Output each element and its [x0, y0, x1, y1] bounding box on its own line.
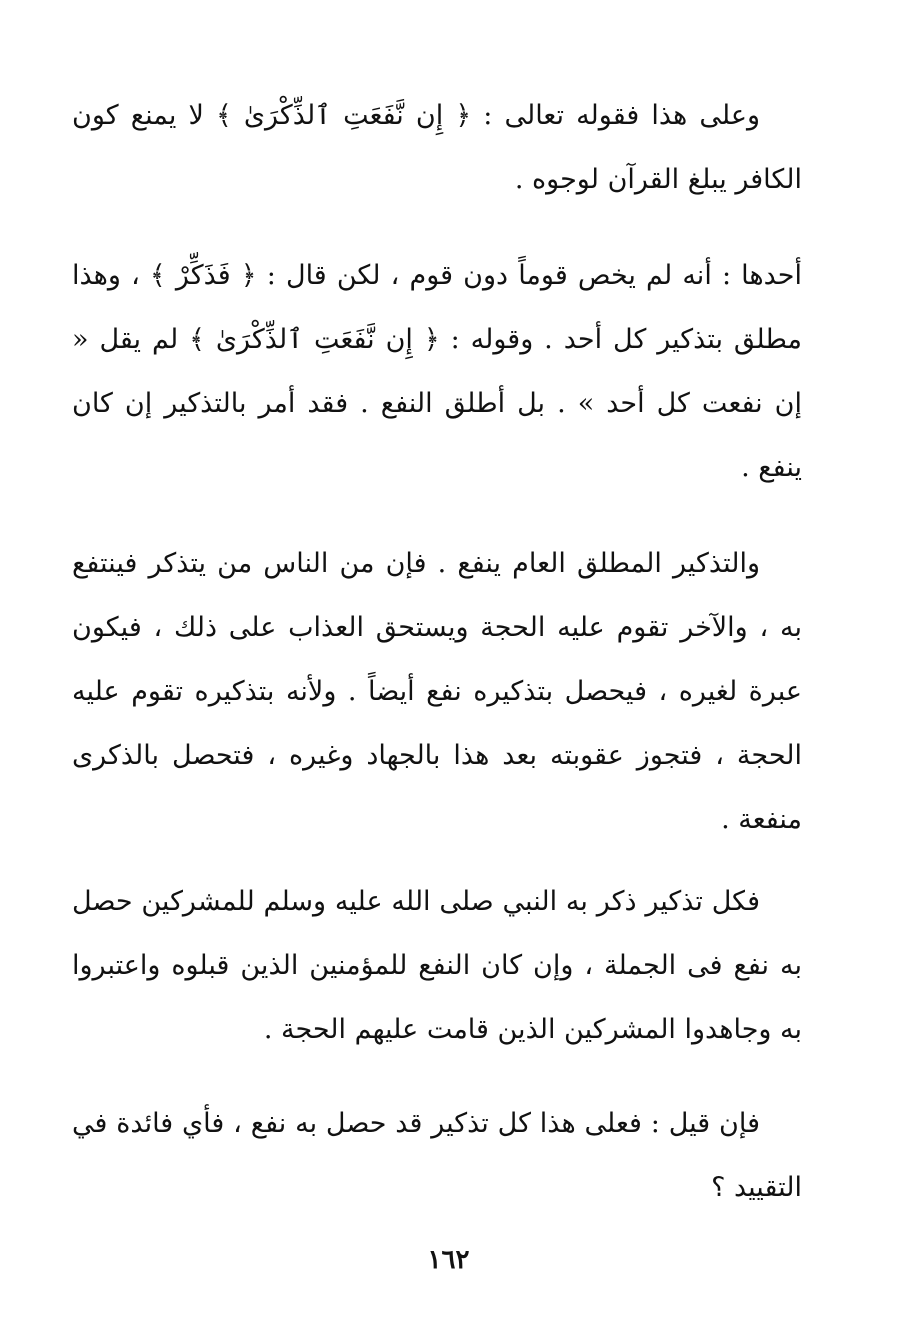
paragraph-5: فإن قيل : فعلى هذا كل تذكير قد حصل به نفع ، فأي فائدة في التقييد ؟: [72, 1108, 802, 1203]
paragraph-4: فكل تذكير ذكر به النبي صلى الله عليه وسلم للمشركين حصل به نفع فى الجملة ، وإن كان النفع للمؤمنين الذين قبلوه واعتبروا به وجاهدوا المشركين الذين قامت عليهم الحجة .: [72, 886, 802, 1045]
page-number: ١٦٢: [427, 1245, 470, 1275]
paragraph-1: وعلى هذا فقوله تعالى : ﴿ إِن نَّفَعَتِ ٱلذِّكْرَىٰ ﴾ لا يمنع كون الكافر يبلغ القرآن لوجوه .: [72, 100, 802, 195]
paragraph-3: والتذكير المطلق العام ينفع . فإن من الناس من يتذكر فينتفع به ، والآخر تقوم عليه الحجة ويستحق العذاب على ذلك ، فيكون عبرة لغيره ، فيحصل بتذكيره نفع أيضاً . ولأنه بتذكيره تقوم عليه الحجة ، فتجوز عقوبته بعد هذا بالجهاد وغيره ، فتحصل بالذكرى منفعة .: [72, 548, 802, 835]
paragraph-2: أحدها : أنه لم يخص قوماً دون قوم ، لكن قال : ﴿ فَذَكِّرْ ﴾ ، وهذا مطلق بتذكير كل أحد . وقوله : ﴿ إِن نَّفَعَتِ ٱلذِّكْرَىٰ ﴾ لم يقل « إن نفعت كل أحد » . بل أطلق النفع . فقد أمر بالتذكير إن كان ينفع .: [72, 260, 802, 483]
